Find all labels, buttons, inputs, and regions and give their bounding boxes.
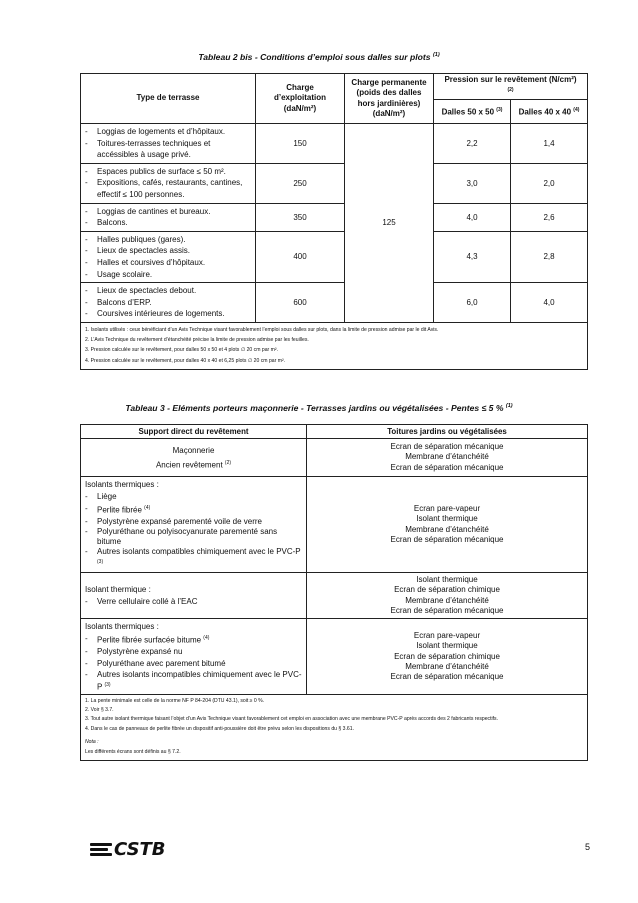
header-permanente: Charge permanente (poids des dalles hors jardinières) (daN/m²) — [345, 74, 434, 124]
list-item: - Halles et coursives d’hôpitaux. — [85, 257, 206, 267]
list-item: - Autres isolants incompatibles chimiquement avec le PVC-P $^{(3)}$ — [85, 669, 302, 692]
note-1: 1. La pente minimale est celle de la norme NF P 84-204 (DTU 43.1), soit ≥ 0 %. — [85, 698, 265, 705]
header-dalles-50: Dalles 50 x 50 $^{(3)}$ — [434, 100, 511, 124]
list-item: - Balcons d’ERP. — [85, 297, 152, 307]
support-cell — [81, 439, 307, 477]
charge-cell: 350 — [256, 203, 345, 231]
table-row — [81, 203, 588, 231]
table-row — [81, 573, 588, 619]
cstb-logo — [90, 838, 166, 860]
layer-line: Ecran de séparation chimique — [394, 585, 500, 595]
d40-cell: 2,8 — [511, 231, 588, 282]
support-line: Ancien revêtement $^{(2)}$ — [155, 459, 232, 470]
d50-cell: 4,3 — [434, 231, 511, 282]
cstb-logo-bars-icon — [90, 843, 112, 856]
d40-cell: 1,4 — [511, 124, 588, 164]
table-row — [81, 283, 588, 323]
d40-cell: 2,0 — [511, 163, 588, 203]
row-type-cell — [81, 231, 256, 282]
d40-cell: 4,0 — [511, 283, 588, 323]
cell-title: Isolants thermiques : — [85, 480, 159, 489]
layer-line: Isolant thermique — [416, 514, 478, 524]
toiture-cell — [307, 477, 588, 573]
note-1: 1. Isolants utilisés : ceux bénéficiant d’un Avis Technique visant favorablement l’emploi sous dalles sur plots, dans la limite de pression admise par le dit Avis. — [85, 326, 439, 333]
list-item: - Usage scolaire. — [85, 269, 153, 279]
note-3: 3. Pression calculée sur le revêtement, pour dalles 50 x 50 et 4 plots ∅ 20 cm par m². — [85, 347, 278, 354]
table2-caption-sup: (1) — [432, 52, 440, 59]
note-4: 4. Dans le cas de panneaux de perlite fibrée un dispositif anti-poussière doit être prévu selon les dispositions du § 3.61. — [85, 726, 355, 733]
note-3: 3. Tout autre isolant thermique faisant l’objet d’un Avis Technique visant favorablement cet emploi en association avec une membrane PVC-P après accords des 2 fabricants respectifs. — [85, 716, 499, 723]
d50-cell: 3,0 — [434, 163, 511, 203]
layer-line: Ecran pare-vapeur — [413, 504, 481, 514]
page-number: 5 — [585, 842, 591, 852]
d50-cell: 4,0 — [434, 203, 511, 231]
list-item: - Perlite fibrée surfacée bitume $^{(4)}$ — [85, 634, 210, 645]
row-type-cell — [81, 203, 256, 231]
list-item: - Polyuréthane ou polyisocyanurate parementé sans bitume — [85, 527, 278, 547]
table-row — [81, 619, 588, 695]
layer-line: Membrane d’étanchéité — [405, 452, 489, 462]
table3-caption — [0, 403, 638, 413]
header-charge: Charge d’exploitation (daN/m²) — [256, 74, 345, 124]
header-support: Support direct du revêtement — [81, 425, 307, 439]
nota-title: Nota : — [85, 739, 99, 746]
list-item: - Expositions, cafés, restaurants, cantines, effectif ≤ 100 personnes. — [85, 178, 243, 199]
d50-cell: 6,0 — [434, 283, 511, 323]
permanent-cell: 125 — [345, 124, 434, 323]
table-row — [81, 163, 588, 203]
d40-cell: 2,6 — [511, 203, 588, 231]
layer-line: Membrane d’étanchéité — [405, 661, 489, 671]
support-line: Maçonnerie — [172, 445, 215, 455]
table2-notes — [81, 322, 588, 369]
layer-line: Membrane d’étanchéité — [405, 595, 489, 605]
table3 — [80, 424, 588, 761]
cstb-logo-text: CSTB — [114, 838, 166, 860]
row-type-cell — [81, 283, 256, 323]
layer-line: Ecran de séparation chimique — [394, 651, 500, 661]
note-2: 2. Voir § 3.7. — [85, 707, 114, 714]
list-item: - Halles publiques (gares). — [85, 234, 186, 244]
list-item: - Verre cellulaire collé à l’EAC — [85, 596, 198, 606]
table3-caption-text: Tableau 3 - Eléments porteurs maçonnerie - Terrasses jardins ou végétalisées - Pentes ≤ 5 % — [125, 403, 504, 413]
table-row — [81, 231, 588, 282]
layer-line: Ecran de séparation mécanique — [390, 442, 504, 452]
d50-cell: 2,2 — [434, 124, 511, 164]
row-type-cell — [81, 163, 256, 203]
layer-line: Membrane d’étanchéité — [405, 524, 489, 534]
charge-cell: 600 — [256, 283, 345, 323]
row-type-cell — [81, 124, 256, 164]
table-row — [81, 477, 588, 573]
nota-text: Les différents écrans sont définis au § 7.2. — [85, 748, 181, 755]
list-item: - Lieux de spectacles assis. — [85, 246, 190, 256]
table-row — [81, 439, 588, 477]
toiture-cell — [307, 573, 588, 619]
header-dalles-40: Dalles 40 x 40 $^{(4)}$ — [511, 100, 588, 124]
list-item: - Balcons. — [85, 218, 128, 228]
toiture-cell — [307, 619, 588, 695]
list-item: - Loggias de cantines et bureaux. — [85, 206, 211, 216]
list-item: - Loggias de logements et d’hôpitaux. — [85, 127, 226, 136]
charge-cell: 400 — [256, 231, 345, 282]
table2-caption — [0, 52, 638, 62]
charge-cell: 250 — [256, 163, 345, 203]
layer-line: Ecran de séparation mécanique — [390, 534, 504, 544]
layer-line: Ecran de séparation mécanique — [390, 671, 504, 681]
layer-line: Isolant thermique — [416, 641, 478, 651]
header-toitures: Toitures jardins ou végétalisées — [307, 425, 588, 439]
table-row — [81, 124, 588, 164]
header-pression: Pression sur le revêtement (N/cm²) $^{(2)}$ — [434, 74, 588, 100]
support-cell — [81, 477, 307, 573]
layer-line: Ecran pare-vapeur — [413, 631, 481, 641]
list-item: - Espaces publics de surface ≤ 50 m². — [85, 166, 226, 176]
list-item: - Lieux de spectacles debout. — [85, 286, 197, 296]
table3-notes — [81, 695, 588, 760]
list-item: - Polyuréthane avec parement bitumé — [85, 658, 226, 668]
list-item: - Perlite fibrée $^{(4)}$ — [85, 503, 151, 515]
list-item: - Liège — [85, 492, 117, 501]
list-item: - Coursives intérieures de logements. — [85, 309, 225, 319]
list-item: - Toitures-terrasses techniques et accéssibles à usage privé. — [85, 138, 211, 160]
cell-title: Isolants thermiques : — [85, 622, 159, 632]
list-item: - Polystyrène expansé nu — [85, 647, 183, 657]
list-item: - Polystyrène expansé parementé voile de verre — [85, 516, 262, 526]
toiture-cell — [307, 439, 588, 477]
layer-line: Ecran de séparation mécanique — [390, 462, 504, 472]
table3-caption-sup: (1) — [505, 403, 513, 410]
support-cell — [81, 619, 307, 695]
notes-cell — [81, 322, 588, 369]
table2-caption-text: Tableau 2 bis - Conditions d’emploi sous dalles sur plots — [198, 52, 431, 62]
header-type: Type de terrasse — [81, 74, 256, 124]
notes-cell — [81, 695, 588, 760]
cell-title: Isolant thermique : — [85, 584, 151, 594]
note-4: 4. Pression calculée sur le revêtement, pour dalles 40 x 40 et 6,25 plots ∅ 20 cm par m². — [85, 357, 286, 364]
table2 — [80, 73, 588, 370]
charge-cell: 150 — [256, 124, 345, 164]
list-item: - Autres isolants compatibles chimiquement avec le PVC-P $^{(3)}$ — [85, 547, 301, 566]
support-cell — [81, 573, 307, 619]
layer-line: Ecran de séparation mécanique — [390, 605, 504, 615]
note-2: 2. L’Avis Technique du revêtement d’étanchéité précise la limite de pression admise par les feuilles. — [85, 337, 309, 344]
layer-line: Isolant thermique — [416, 575, 478, 585]
